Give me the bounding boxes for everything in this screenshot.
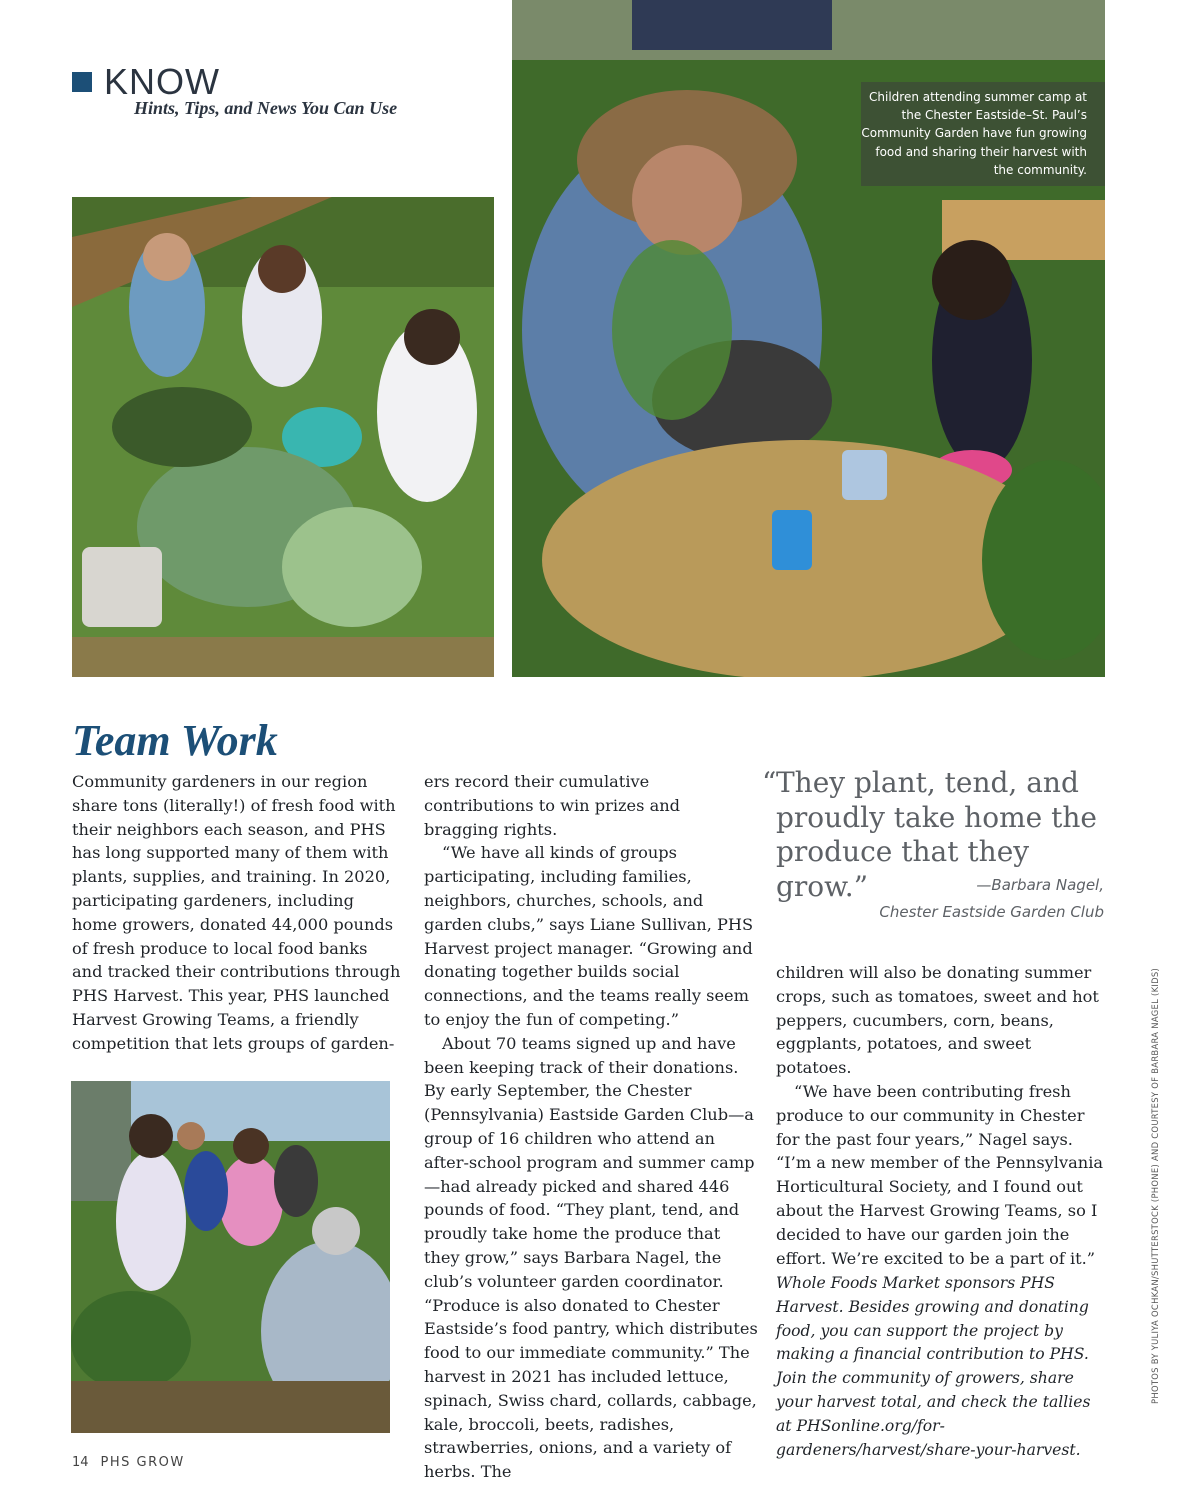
- photo-gardeners-harvest: [72, 197, 494, 677]
- pull-quote-attribution-org: Chester Eastside Garden Club: [879, 902, 1104, 921]
- article-column-3: [776, 961, 1111, 1270]
- article-paragraph: ers record their cumulative contributions to win prizes and bragging rights.: [424, 772, 681, 839]
- article-paragraph: Community gardeners in our region share tons (literally!) of fresh food with their neighbors each season, and PHS has long supported many of them with plants, supplies, and training. In 2020, participating gardeners, including home growers, donated 44,000 pounds of fresh produce to local food banks and tracked their contributions through PHS Harvest. This year, PHS launched Harvest Growing Teams, a friendly competition that lets groups of garden-: [72, 772, 401, 1053]
- section-label: KNOW: [104, 61, 220, 102]
- pull-quote-open-mark: “: [762, 766, 777, 799]
- photo-caption: Children attending summer camp at the Chester Eastside–St. Paul’s Community Garden have fun growing food and sharing their harvest with the community.: [861, 82, 1105, 186]
- section-tagline: Hints, Tips, and News You Can Use: [134, 98, 398, 118]
- article-title: Team Work: [72, 716, 278, 765]
- photo-kids-group: [71, 1081, 390, 1433]
- pull-quote-attribution-name: —Barbara Nagel,: [976, 876, 1104, 894]
- pull-quote-attribution: [776, 872, 1104, 925]
- article-column-1: [72, 770, 402, 1056]
- article-paragraph: “We have all kinds of groups participating, including families, neighbors, churches, schools, and garden clubs,” says Liane Sullivan, PHS Harvest project manager. “Growing and donating together builds social connections, and the teams really seem to enjoy the fun of competing.”: [424, 843, 754, 1029]
- photo-planting-peppers: [512, 0, 1105, 677]
- page-footer: [72, 1455, 185, 1470]
- article-column-2: [424, 770, 759, 1484]
- article-paragraph: “We have been contributing fresh produce to our community in Chester for the past four years,” Nagel says. “I’m a new member of the Pennsylvania Horticultural Society, and I found out about the Harvest Growing Teams, so I decided to have our garden join the effort. We’re excited to be a part of it.”: [776, 1081, 1104, 1268]
- article-paragraph: children will also be donating summer crops, such as tomatoes, sweet and hot peppers, cucumbers, corn, beans, eggplants, potatoes, and sweet potatoes.: [776, 963, 1099, 1078]
- pull-quote-text: They plant, tend, and proudly take home the produce that they grow.”: [776, 766, 1097, 903]
- sponsor-note: Whole Foods Market sponsors PHS Harvest. Besides growing and donating food, you can support the project by making a financial contribution to PHS. Join the community of growers, share your harvest total, and check the tallies at PHSonline.org/for-gardeners/harvest/share-your-harvest.: [776, 1274, 1091, 1459]
- page-number: 14: [72, 1455, 89, 1470]
- section-marker-square: [72, 72, 92, 92]
- publication-name: PHS GROW: [100, 1455, 185, 1470]
- article-paragraph: About 70 teams signed up and have been keeping track of their donations. By early September, the Chester (Pennsylvania) Eastside Garden Club—a group of 16 children who attend an after-school program and summer camp—had already picked and shared 446 pounds of food. “They plant, tend, and proudly take home the produce that they grow,” says Barbara Nagel, the club’s volunteer garden coordinator. “Produce is also donated to Chester Eastside’s food pantry, which distributes food to our immediate community.” The harvest in 2021 has included lettuce, spinach, Swiss chard, collards, cabbage, kale, broccoli, beets, radishes, strawberries, onions, and a variety of herbs. The: [424, 1033, 758, 1482]
- photo-credit: PHOTOS BY YULIYA OCHKAN/SHUTTERSTOCK (PHONE) AND COURTESY OF BARBARA NAGEL (KIDS): [1150, 967, 1160, 1404]
